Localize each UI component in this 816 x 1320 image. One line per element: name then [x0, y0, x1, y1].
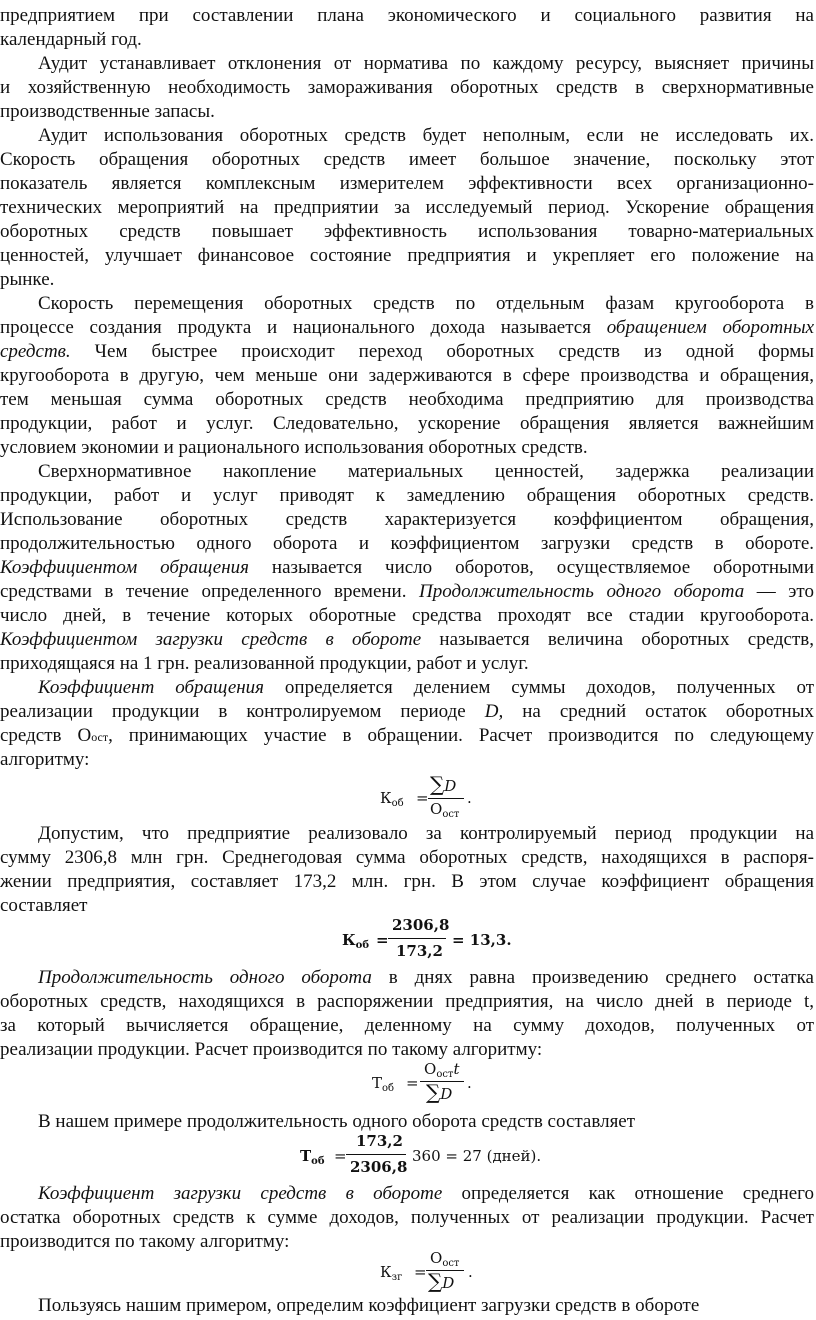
text-line: приходящаяся на 1 грн. реализованной продукции, работ и услуг. — [0, 653, 529, 674]
text-line: продукции, работ и услуг приводят к замедлению обращения оборотных средств. — [0, 485, 814, 506]
text-line: В нашем примере продолжительность одного оборота средств составляет — [38, 1111, 636, 1132]
text-line: средств Оост, принимающих участие в обращении. Расчет производится по следующему — [0, 725, 814, 746]
text-line: Сверхнормативное накопление материальных ценностей, задержка реализации — [38, 461, 814, 482]
text-line: Аудит устанавливает отклонения от норматива по каждому ресурсу, выясняет причины — [38, 53, 814, 74]
text-line: Аудит использования оборотных средств будет неполным, если не исследовать их. — [38, 125, 814, 146]
text-line: оборотных средств, находящихся в распоряжении предприятия, на число дней в периоде t, — [0, 991, 814, 1012]
text-line: число дней, в течение которых оборотные средства проходят все стадии кругооборота. — [0, 605, 814, 626]
text-line: ценностей, улучшает финансовое состояние предприятия и укрепляет его положение на — [0, 245, 814, 266]
text-line: предприятием при составлении плана экономического и социального развития на — [0, 5, 814, 26]
text-line: Использование оборотных средств характеризуется коэффициентом обращения, — [0, 509, 814, 530]
text-line: процессе создания продукта и национального дохода называется обращением оборотных — [0, 317, 814, 338]
text-line: Пользуясь нашим примером, определим коэффициент загрузки средств в обороте — [38, 1295, 700, 1316]
text-line: алгоритму: — [0, 749, 90, 770]
text-line: Коэффициент обращения определяется делением суммы доходов, полученных от — [38, 677, 814, 698]
text-line: оборотных средств повышает эффективность использования товарно-материальных — [0, 221, 814, 242]
text-line: Скорость обращения оборотных средств имеет большое значение, поскольку этот — [0, 149, 814, 170]
formula-k-zg-general: $К_{зг}$ = $О_{ост}$ ∑D . — [380, 1249, 473, 1293]
text-line: Коэффициент загрузки средств в обороте определяется как отношение среднего — [38, 1183, 814, 1204]
text-line: за который вычисляется обращение, деленному на сумму доходов, полученных от — [0, 1015, 814, 1036]
text-line: календарный год. — [0, 29, 142, 50]
text-line: сумму 2306,8 млн грн. Среднегодовая сумма оборотных средств, находящихся в распоря- — [0, 847, 814, 868]
text-line: рынке. — [0, 269, 55, 290]
text-line: жении предприятия, составляет 173,2 млн. грн. В этом случае коэффициент обращения — [0, 871, 814, 892]
text-line: остатка оборотных средств к сумме доходов, полученных от реализации продукции. Расчет — [0, 1207, 814, 1228]
text-line: Скорость перемещения оборотных средств по отдельным фазам кругооборота в — [38, 293, 814, 314]
text-line: тем меньшая сумма оборотных средств необходима предприятию для производства — [0, 389, 814, 410]
text-line: средств. Чем быстрее происходит переход оборотных средств из одной формы — [0, 341, 814, 362]
text-line: составляет — [0, 895, 88, 916]
text-line: показатель является комплексным измерителем эффективности всех организационно- — [0, 173, 814, 194]
text-line: Допустим, что предприятие реализовало за контролируемый период продукции на — [38, 823, 814, 844]
text-line: кругооборота в другую, чем меньше они задерживаются в сфере производства и обращения, — [0, 365, 814, 386]
text-line: производственные запасы. — [0, 101, 215, 122]
text-line: продолжительностью одного оборота и коэффициентом загрузки средств в обороте. — [0, 533, 814, 554]
formula-k-ob-general: $К_{об}$ = ∑D $О_{ост}$ . — [380, 772, 472, 820]
text-line: реализации продукции в контролируемом периоде D, на средний остаток оборотных — [0, 701, 814, 722]
formula-t-ob-numeric: $Т_{об}$ = 173,2 2306,8 360 = 27 (дней). — [300, 1132, 542, 1176]
text-line: реализации продукции. Расчет производится по такому алгоритму: — [0, 1039, 543, 1060]
text-line: условием экономии и рационального использования оборотных средств. — [0, 437, 588, 458]
text-line: средствами в течение определенного времени. Продолжительность одного оборота — это — [0, 581, 814, 602]
text-line: и хозяйственную необходимость замораживания оборотных средств в сверхнормативные — [0, 77, 814, 98]
text-line: Продолжительность одного оборота в днях равна произведению среднего остатка — [38, 967, 814, 988]
formula-k-ob-numeric: $К_{об}$ = 2306,8 173,2 = 13,3. — [342, 916, 512, 960]
formula-t-ob-general: $Т_{об}$ = $О_{ост}t$ ∑D . — [372, 1060, 472, 1104]
text-line: Коэффициентом загрузки средств в обороте называется величина оборотных средств, — [0, 629, 814, 650]
text-line: продукции, работ и услуг. Следовательно, ускорение обращения является важнейшим — [0, 413, 814, 434]
text-line: производится по такому алгоритму: — [0, 1231, 290, 1252]
text-line: технических мероприятий на предприятии за исследуемый период. Ускорение обращения — [0, 197, 814, 218]
text-line: Коэффициентом обращения называется число оборотов, осуществляемое оборотными — [0, 557, 814, 578]
